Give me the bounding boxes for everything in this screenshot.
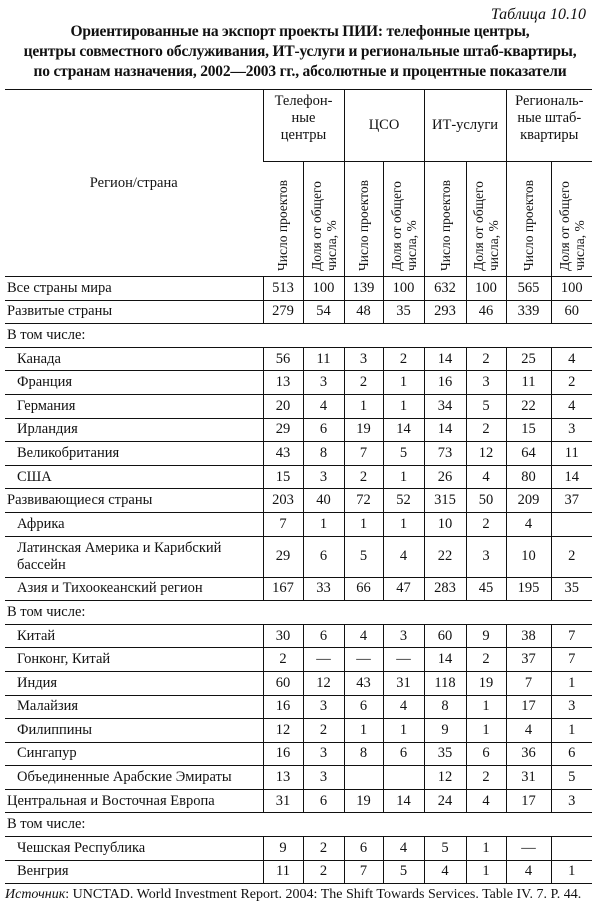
row-label: Канада — [5, 347, 263, 371]
table-cell: 14 — [424, 347, 466, 371]
section-row — [5, 813, 592, 837]
table-cell: 19 — [466, 671, 506, 695]
row-label: Гонконг, Китай — [5, 648, 263, 672]
table-cell: 1 — [344, 394, 383, 418]
table-cell: 4 — [344, 624, 383, 648]
column-header-label: Число проектов — [275, 180, 291, 271]
table-cell: 1 — [383, 371, 424, 395]
table-cell: 33 — [303, 577, 344, 601]
row-label: Азия и Тихоокеанский регион — [5, 577, 263, 601]
table-cell: 40 — [303, 489, 344, 513]
table-cell: 35 — [383, 300, 424, 324]
table-cell: 11 — [303, 347, 344, 371]
column-header-label: Число проектов — [356, 180, 372, 271]
column-header-share — [551, 162, 592, 277]
table-cell: 4 — [424, 860, 466, 884]
table-cell — [383, 766, 424, 790]
table-row — [5, 347, 592, 371]
table-cell: 293 — [424, 300, 466, 324]
table-cell: 50 — [466, 489, 506, 513]
table-cell: 513 — [263, 277, 303, 301]
table-cell: 3 — [303, 742, 344, 766]
table-cell: 11 — [551, 442, 592, 466]
table-cell: 3 — [383, 624, 424, 648]
table-cell: 1 — [466, 860, 506, 884]
table-cell: 632 — [424, 277, 466, 301]
column-group-sso: ЦСО — [344, 90, 424, 162]
table-cell: 100 — [383, 277, 424, 301]
column-header-region: Регион/страна — [5, 90, 263, 277]
row-label: Чешская Республика — [5, 837, 263, 861]
table-cell: — — [303, 648, 344, 672]
table-cell: 565 — [506, 277, 551, 301]
table-row — [5, 860, 592, 884]
table-cell: 3 — [466, 536, 506, 577]
row-label: Развитые страны — [5, 300, 263, 324]
table-cell: 2 — [466, 766, 506, 790]
table-row — [5, 624, 592, 648]
table-cell: 54 — [303, 300, 344, 324]
table-cell: 72 — [344, 489, 383, 513]
table-cell: 36 — [506, 742, 551, 766]
table-cell: — — [383, 648, 424, 672]
row-label: Развивающиеся страны — [5, 489, 263, 513]
table-cell: 100 — [303, 277, 344, 301]
row-label: Центральная и Восточная Европа — [5, 789, 263, 813]
table-cell: 6 — [303, 789, 344, 813]
table-cell: 14 — [424, 418, 466, 442]
table-cell: 43 — [263, 442, 303, 466]
row-label: Китай — [5, 624, 263, 648]
table-row — [5, 766, 592, 790]
table-cell: 8 — [303, 442, 344, 466]
table-row — [5, 442, 592, 466]
row-label: Великобритания — [5, 442, 263, 466]
table-cell: 7 — [506, 671, 551, 695]
data-table — [5, 89, 592, 884]
row-label: США — [5, 465, 263, 489]
row-label: Все страны мира — [5, 277, 263, 301]
table-cell: 3 — [303, 465, 344, 489]
title-line: по странам назначения, 2002—2003 гг., абсолютные и процентные показатели — [33, 63, 567, 80]
table-cell: 47 — [383, 577, 424, 601]
table-cell: 5 — [344, 536, 383, 577]
table-cell: 48 — [344, 300, 383, 324]
table-cell: 35 — [424, 742, 466, 766]
title-line: центры совместного обслуживания, ИТ-услуги и региональные штаб-квартиры, — [23, 43, 577, 60]
table-cell: 4 — [506, 719, 551, 743]
table-cell: 14 — [551, 465, 592, 489]
table-cell: 2 — [344, 465, 383, 489]
table-cell: 60 — [424, 624, 466, 648]
table-cell: 10 — [424, 512, 466, 536]
table-cell: 9 — [466, 624, 506, 648]
table-cell: 9 — [424, 719, 466, 743]
table-cell: 5 — [466, 394, 506, 418]
row-label: Латинская Америка и Карибский бассейн — [5, 536, 263, 577]
table-cell: 35 — [551, 577, 592, 601]
table-cell: 20 — [263, 394, 303, 418]
table-cell: 12 — [466, 442, 506, 466]
table-cell: 43 — [344, 671, 383, 695]
table-cell: 5 — [424, 837, 466, 861]
table-cell: 46 — [466, 300, 506, 324]
column-group-regional-hq: Региональ- ные штаб- квартиры — [506, 90, 592, 162]
table-cell: 1 — [383, 465, 424, 489]
table-cell: 10 — [506, 536, 551, 577]
table-cell: 2 — [466, 347, 506, 371]
table-cell: 4 — [466, 465, 506, 489]
table-cell: 64 — [506, 442, 551, 466]
table-cell: 2 — [303, 719, 344, 743]
table-cell: 283 — [424, 577, 466, 601]
table-row — [5, 489, 592, 513]
table-cell: 5 — [551, 766, 592, 790]
table-cell: 38 — [506, 624, 551, 648]
column-header-label: Доля от общего числа, % — [308, 181, 339, 271]
table-row — [5, 465, 592, 489]
table-cell: 11 — [263, 860, 303, 884]
table-cell: 6 — [383, 742, 424, 766]
table-row — [5, 536, 592, 577]
table-cell: 56 — [263, 347, 303, 371]
table-cell: 15 — [263, 465, 303, 489]
table-cell: 209 — [506, 489, 551, 513]
table-cell: 37 — [551, 489, 592, 513]
table-cell: 7 — [344, 860, 383, 884]
table-cell: 31 — [383, 671, 424, 695]
table-cell: 4 — [383, 536, 424, 577]
table-cell: 12 — [263, 719, 303, 743]
table-cell: 25 — [506, 347, 551, 371]
table-cell: 7 — [263, 512, 303, 536]
section-spacer — [263, 601, 592, 625]
section-label: В том числе: — [5, 324, 263, 348]
section-row — [5, 601, 592, 625]
table-cell: 2 — [466, 512, 506, 536]
row-label: Африка — [5, 512, 263, 536]
table-cell: 16 — [424, 371, 466, 395]
table-cell: 17 — [506, 695, 551, 719]
source-note — [5, 887, 581, 903]
table-row — [5, 648, 592, 672]
table-cell: 7 — [551, 648, 592, 672]
table-cell: 2 — [551, 371, 592, 395]
section-spacer — [263, 324, 592, 348]
column-header-count — [263, 162, 303, 277]
table-cell: 100 — [551, 277, 592, 301]
row-label: Объединенные Арабские Эмираты — [5, 766, 263, 790]
table-cell: 3 — [551, 789, 592, 813]
table-cell: 60 — [551, 300, 592, 324]
table-cell: 1 — [344, 512, 383, 536]
table-cell: 5 — [383, 860, 424, 884]
row-label: Франция — [5, 371, 263, 395]
table-cell: 9 — [263, 837, 303, 861]
table-row — [5, 837, 592, 861]
table-row — [5, 371, 592, 395]
column-group-call-centers: Телефон- ные центры — [263, 90, 344, 162]
table-cell: 1 — [551, 671, 592, 695]
table-cell: 118 — [424, 671, 466, 695]
table-cell: 14 — [383, 789, 424, 813]
table-cell: 100 — [466, 277, 506, 301]
table-row — [5, 671, 592, 695]
table-cell: 12 — [303, 671, 344, 695]
table-cell: 1 — [466, 695, 506, 719]
table-cell: 279 — [263, 300, 303, 324]
table-row — [5, 719, 592, 743]
row-label: Германия — [5, 394, 263, 418]
column-header-share — [383, 162, 424, 277]
column-header-label: Доля от общего числа, % — [471, 181, 502, 271]
column-header-share — [303, 162, 344, 277]
table-cell: 26 — [424, 465, 466, 489]
table-cell: 4 — [551, 347, 592, 371]
table-cell: 3 — [551, 418, 592, 442]
table-cell: 4 — [466, 789, 506, 813]
table-cell: 1 — [466, 719, 506, 743]
table-row — [5, 789, 592, 813]
table-cell: 24 — [424, 789, 466, 813]
table-cell: 14 — [383, 418, 424, 442]
table-cell: 60 — [263, 671, 303, 695]
table-cell: 6 — [303, 624, 344, 648]
table-cell: 2 — [344, 371, 383, 395]
table-cell — [551, 512, 592, 536]
column-header-count — [506, 162, 551, 277]
table-cell: 12 — [424, 766, 466, 790]
table-cell: 13 — [263, 371, 303, 395]
table-row — [5, 577, 592, 601]
section-spacer — [263, 813, 592, 837]
table-cell: 4 — [383, 837, 424, 861]
table-cell: 139 — [344, 277, 383, 301]
table-cell: 1 — [551, 719, 592, 743]
column-header-label: Число проектов — [521, 180, 537, 271]
table-row — [5, 277, 592, 301]
table-cell: 6 — [303, 536, 344, 577]
table-cell: 2 — [303, 837, 344, 861]
table-cell: 31 — [263, 789, 303, 813]
table-cell: 73 — [424, 442, 466, 466]
table-cell: 19 — [344, 789, 383, 813]
table-cell: 37 — [506, 648, 551, 672]
table-cell — [344, 766, 383, 790]
table-cell: 6 — [551, 742, 592, 766]
table-cell — [551, 837, 592, 861]
table-cell: 1 — [383, 512, 424, 536]
table-cell: 3 — [551, 695, 592, 719]
table-cell: 52 — [383, 489, 424, 513]
table-cell: 29 — [263, 536, 303, 577]
row-label: Малайзия — [5, 695, 263, 719]
table-cell: 19 — [344, 418, 383, 442]
source-label: Источник — [5, 887, 66, 902]
table-cell: 8 — [344, 742, 383, 766]
row-label: Ирландия — [5, 418, 263, 442]
table-cell: 22 — [424, 536, 466, 577]
table-cell: 315 — [424, 489, 466, 513]
table-cell: 8 — [424, 695, 466, 719]
table-cell: 1 — [383, 394, 424, 418]
table-cell: 3 — [466, 371, 506, 395]
table-cell: 2 — [466, 648, 506, 672]
table-cell: 2 — [551, 536, 592, 577]
table-cell: 339 — [506, 300, 551, 324]
column-header-share — [466, 162, 506, 277]
table-cell: 15 — [506, 418, 551, 442]
table-cell: 5 — [383, 442, 424, 466]
row-label: Филиппины — [5, 719, 263, 743]
table-cell: 34 — [424, 394, 466, 418]
table-title — [0, 22, 600, 82]
table-cell: 2 — [383, 347, 424, 371]
table-cell: 3 — [303, 371, 344, 395]
title-line: Ориентированные на экспорт проекты ПИИ: телефонные центры, — [70, 23, 530, 40]
table-cell: 16 — [263, 695, 303, 719]
table-cell: 195 — [506, 577, 551, 601]
table-cell: 6 — [303, 418, 344, 442]
table-cell: 6 — [344, 695, 383, 719]
table-cell: 45 — [466, 577, 506, 601]
row-label: Индия — [5, 671, 263, 695]
table-cell: 11 — [506, 371, 551, 395]
table-cell: 4 — [303, 394, 344, 418]
table-cell: 2 — [303, 860, 344, 884]
table-cell: 22 — [506, 394, 551, 418]
table-cell: 30 — [263, 624, 303, 648]
table-cell: 13 — [263, 766, 303, 790]
table-cell: 29 — [263, 418, 303, 442]
table-cell: 1 — [551, 860, 592, 884]
column-header-count — [424, 162, 466, 277]
table-cell: 7 — [551, 624, 592, 648]
table-row — [5, 300, 592, 324]
table-cell: 2 — [466, 418, 506, 442]
column-header-label: Доля от общего числа, % — [388, 181, 419, 271]
table-cell: 4 — [383, 695, 424, 719]
table-cell: 31 — [506, 766, 551, 790]
row-label: Сингапур — [5, 742, 263, 766]
table-cell: 1 — [383, 719, 424, 743]
table-cell: 3 — [303, 695, 344, 719]
table-cell: 203 — [263, 489, 303, 513]
table-row — [5, 742, 592, 766]
row-label: Венгрия — [5, 860, 263, 884]
source-text: : UNCTAD. World Investment Report. 2004: The Shift Towards Services. Table IV. 7. P. 44. — [65, 887, 582, 902]
table-cell: 3 — [303, 766, 344, 790]
table-cell: 4 — [506, 512, 551, 536]
table-cell: 2 — [263, 648, 303, 672]
table-cell: 1 — [303, 512, 344, 536]
column-header-label: Доля от общего числа, % — [556, 181, 587, 271]
table-row — [5, 512, 592, 536]
column-group-it-services: ИТ-услуги — [424, 90, 506, 162]
column-header-label: Число проектов — [437, 180, 453, 271]
column-header-count — [344, 162, 383, 277]
table-cell: 80 — [506, 465, 551, 489]
table-cell: 167 — [263, 577, 303, 601]
table-cell: 17 — [506, 789, 551, 813]
section-label: В том числе: — [5, 813, 263, 837]
section-row — [5, 324, 592, 348]
table-cell: 1 — [344, 719, 383, 743]
table-cell: 4 — [506, 860, 551, 884]
table-cell: — — [506, 837, 551, 861]
table-cell: 14 — [424, 648, 466, 672]
table-row — [5, 394, 592, 418]
table-row — [5, 695, 592, 719]
table-cell: 66 — [344, 577, 383, 601]
table-cell: 1 — [466, 837, 506, 861]
table-number: Таблица 10.10 — [490, 6, 586, 23]
table-cell: 7 — [344, 442, 383, 466]
table-cell: 4 — [551, 394, 592, 418]
table-cell: 16 — [263, 742, 303, 766]
table-cell: 6 — [344, 837, 383, 861]
table-cell: — — [344, 648, 383, 672]
table-row — [5, 418, 592, 442]
section-label: В том числе: — [5, 601, 263, 625]
table-cell: 3 — [344, 347, 383, 371]
table-cell: 6 — [466, 742, 506, 766]
